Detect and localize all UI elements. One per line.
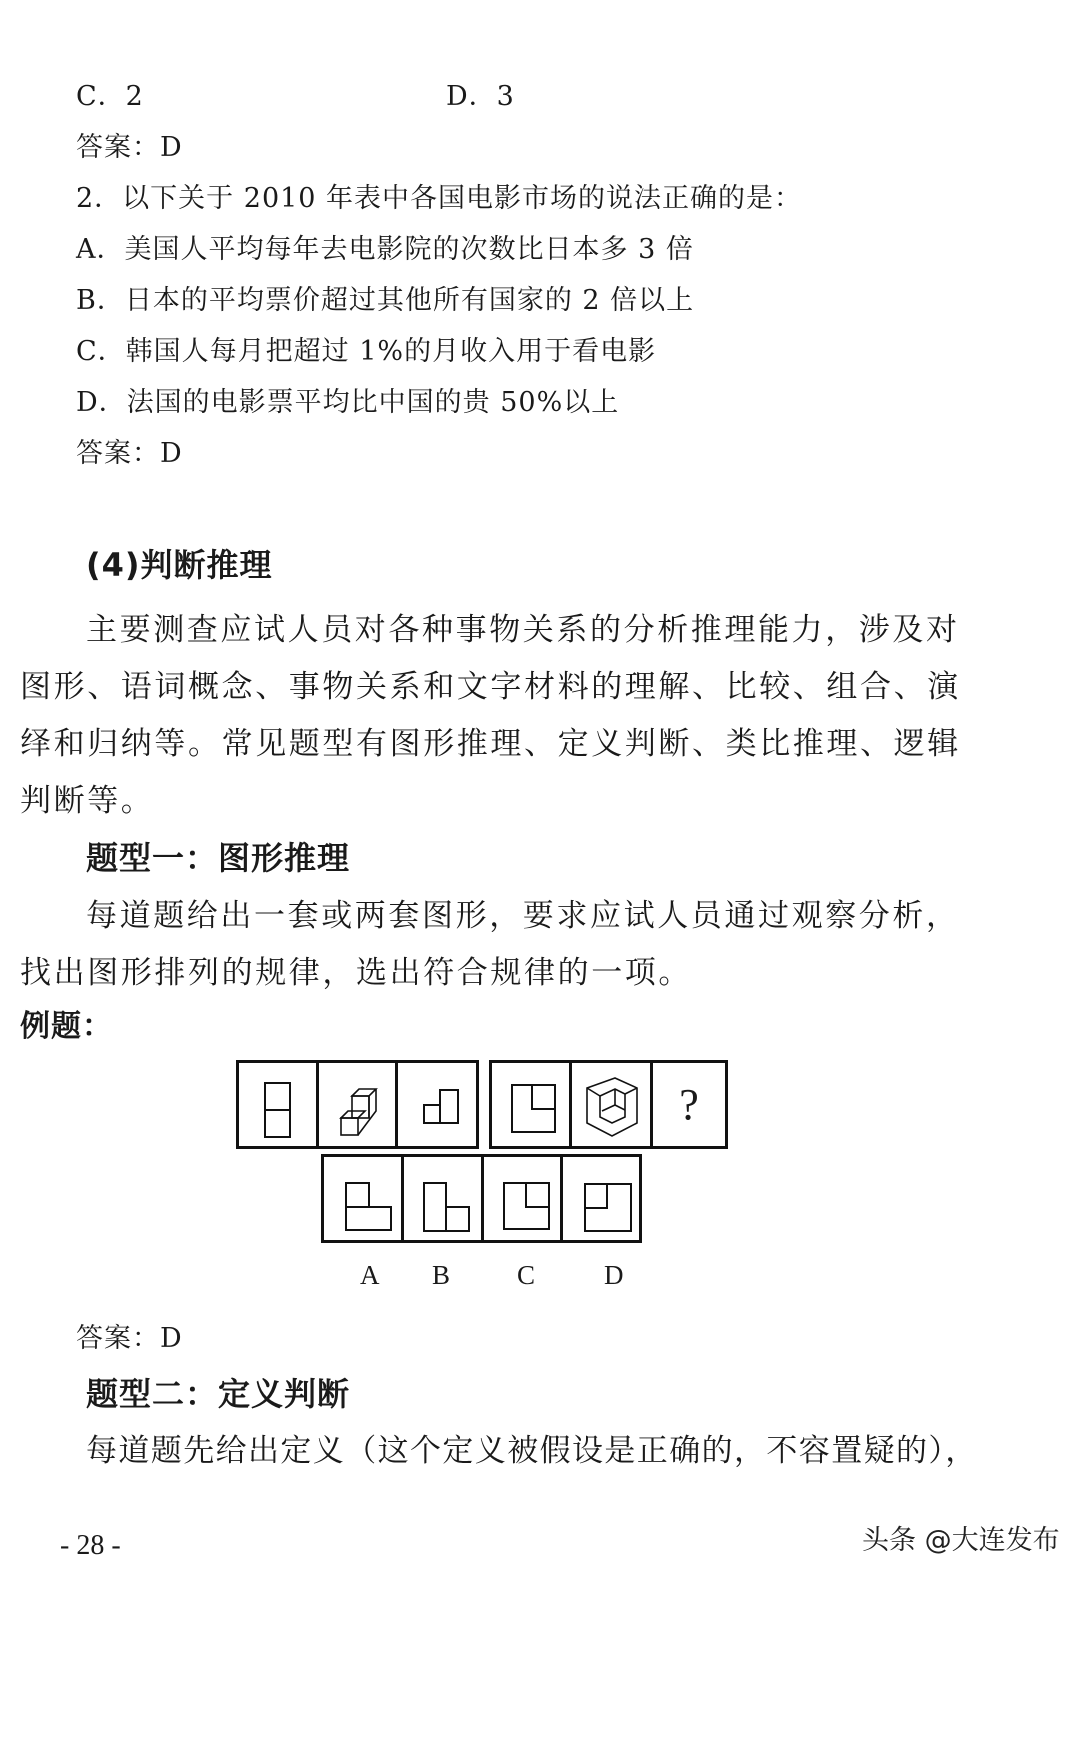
answer-prev: 答案：D xyxy=(76,132,183,163)
figure-cell-1 xyxy=(236,1060,319,1149)
figure-option-a xyxy=(321,1154,404,1243)
figure-cell-3 xyxy=(395,1060,479,1149)
option-a-shape-icon xyxy=(324,1157,404,1243)
question-2-option-c: C．韩国人每月把超过 1%的月收入用于看电影 xyxy=(76,336,657,367)
question-2-option-b: B．日本的平均票价超过其他所有国家的 2 倍以上 xyxy=(76,285,695,316)
section-4-paragraph-line-1: 主要测查应试人员对各种事物关系的分析推理能力，涉及对 xyxy=(86,612,960,648)
section-4-paragraph-line-4: 判断等。 xyxy=(20,783,155,819)
hollow-cube-icon xyxy=(572,1063,652,1149)
square-with-corner-icon xyxy=(492,1063,572,1149)
section-4-paragraph-line-3: 绎和归纳等。常见题型有图形推理、定义判断、类比推理、逻辑 xyxy=(20,726,961,762)
question-2-stem: 2．以下关于 2010 年表中各国电影市场的说法正确的是： xyxy=(76,183,803,214)
figure-cell-5 xyxy=(569,1060,653,1149)
option-d-shape-icon xyxy=(563,1157,643,1243)
figure-option-c xyxy=(481,1154,563,1243)
option-label-c: C xyxy=(517,1260,536,1290)
question-mark: ? xyxy=(679,1080,699,1129)
option-b-shape-icon xyxy=(404,1157,484,1243)
two-stacked-squares-icon xyxy=(239,1063,319,1149)
type-2-heading: 题型二：定义判断 xyxy=(86,1375,351,1413)
page-number: - 28 - xyxy=(60,1530,121,1561)
watermark: 头条 @大连发布 xyxy=(862,1525,1060,1556)
question-2-answer: 答案：D xyxy=(76,438,183,469)
type-1-answer: 答案：D xyxy=(76,1323,183,1354)
type-1-heading: 题型一：图形推理 xyxy=(86,839,351,877)
section-4-paragraph-line-2: 图形、语词概念、事物关系和文字材料的理解、比较、组合、演 xyxy=(20,669,961,705)
option-label-d: D xyxy=(604,1260,624,1290)
option-c: C．2 xyxy=(76,81,144,112)
option-label-b: B xyxy=(432,1260,451,1290)
stepped-cubes-icon xyxy=(319,1063,399,1149)
question-2-option-d: D．法国的电影票平均比中国的贵 50%以上 xyxy=(76,387,620,418)
option-c-shape-icon xyxy=(484,1157,564,1243)
l-shape-front-view-icon xyxy=(398,1063,478,1149)
figure-cell-4 xyxy=(489,1060,572,1149)
type-1-paragraph-line-2: 找出图形排列的规律，选出符合规律的一项。 xyxy=(20,955,692,991)
example-label: 例题： xyxy=(20,1009,113,1044)
figure-option-b xyxy=(401,1154,484,1243)
question-2-option-a: A．美国人平均每年去电影院的次数比日本多 3 倍 xyxy=(76,234,694,265)
type-1-paragraph-line-1: 每道题给出一套或两套图形，要求应试人员通过观察分析， xyxy=(86,898,960,934)
section-heading-judgment-reasoning: (4)判断推理 xyxy=(86,546,273,584)
figure-cell-question xyxy=(650,1060,728,1149)
figure-option-d xyxy=(560,1154,642,1243)
option-d: D．3 xyxy=(446,81,515,112)
type-2-paragraph-line-1: 每道题先给出定义（这个定义被假设是正确的，不容置疑的）， xyxy=(86,1433,978,1469)
option-label-a: A xyxy=(360,1260,380,1290)
figure-cell-2 xyxy=(316,1060,398,1149)
